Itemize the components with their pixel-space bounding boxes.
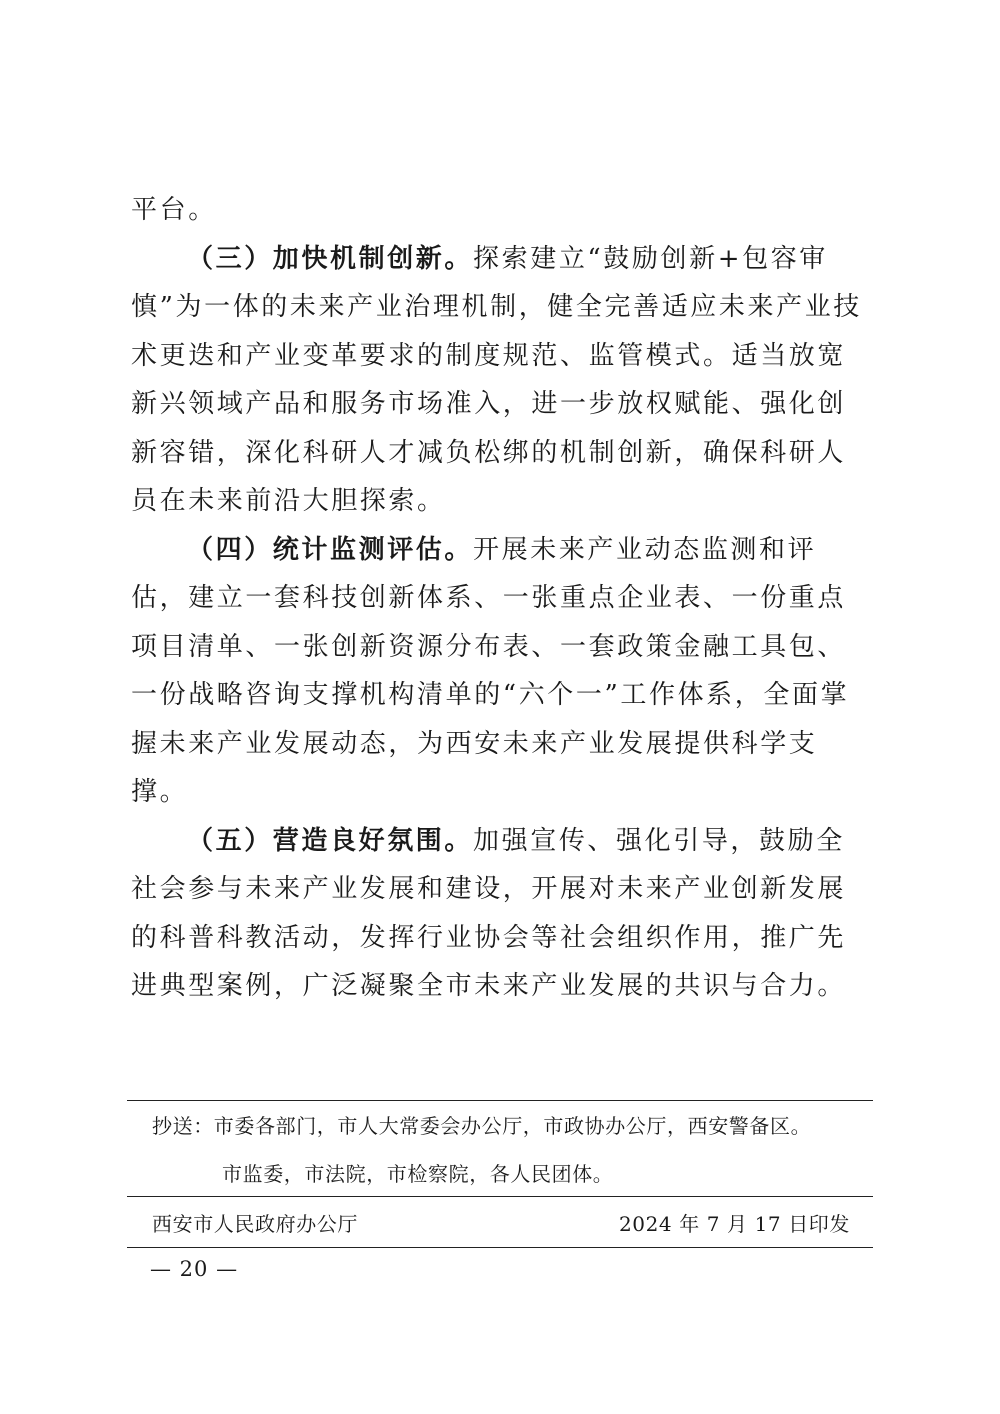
- section-text-5: 加强宣传、强化引导，鼓励全社会参与未来产业发展和建设，开展对未来产业创新发展的科普科教活动，发挥行业协会等社会组织作用，推广先进典型案例，广泛凝聚全市未来产业发展的共识与合力。: [131, 825, 847, 1001]
- paragraph-mechanism-innovation: [131, 235, 873, 526]
- section-heading-3: （三）加快机制创新。: [187, 243, 474, 274]
- paragraph-monitoring-evaluation: [131, 526, 873, 817]
- cc-line-1: 抄送：市委各部门，市人大常委会办公厅，市政协办公厅，西安警备区。: [152, 1114, 812, 1138]
- page-number: — 20 —: [150, 1257, 239, 1281]
- footer-bottom-rule: [127, 1247, 873, 1248]
- section-text-3: 探索建立“鼓励创新+包容审慎”为一体的未来产业治理机制，健全完善适应未来产业技术更迭和产业变革要求的制度规范、监管模式。适当放宽新兴领域产品和服务市场准入，进一步放权赋能、强化创新容错，深化科研人才减负松绑的机制创新，确保科研人员在未来前沿大胆探索。: [131, 243, 862, 516]
- cc-line-2: 市监委，市法院，市检察院，各人民团体。: [222, 1162, 614, 1186]
- paragraph-continuation: 平台。: [131, 195, 217, 225]
- footer-middle-rule: [127, 1196, 873, 1197]
- issue-date: 2024 年 7 月 17 日印发: [618, 1212, 850, 1236]
- footer-top-rule: [127, 1100, 873, 1101]
- paragraph-atmosphere: [131, 817, 873, 1011]
- issuing-office: 西安市人民政府办公厅: [152, 1212, 358, 1236]
- section-text-4: 开展未来产业动态监测和评估，建立一套科技创新体系、一张重点企业表、一份重点项目清单、一张创新资源分布表、一套政策金融工具包、一份战略咨询支撑机构清单的“六个一”工作体系，全面掌握未来产业发展动态，为西安未来产业发展提供科学支撑。: [131, 534, 850, 807]
- document-body: [131, 186, 873, 1011]
- section-heading-5: （五）营造良好氛围。: [187, 825, 474, 856]
- section-heading-4: （四）统计监测评估。: [187, 534, 474, 565]
